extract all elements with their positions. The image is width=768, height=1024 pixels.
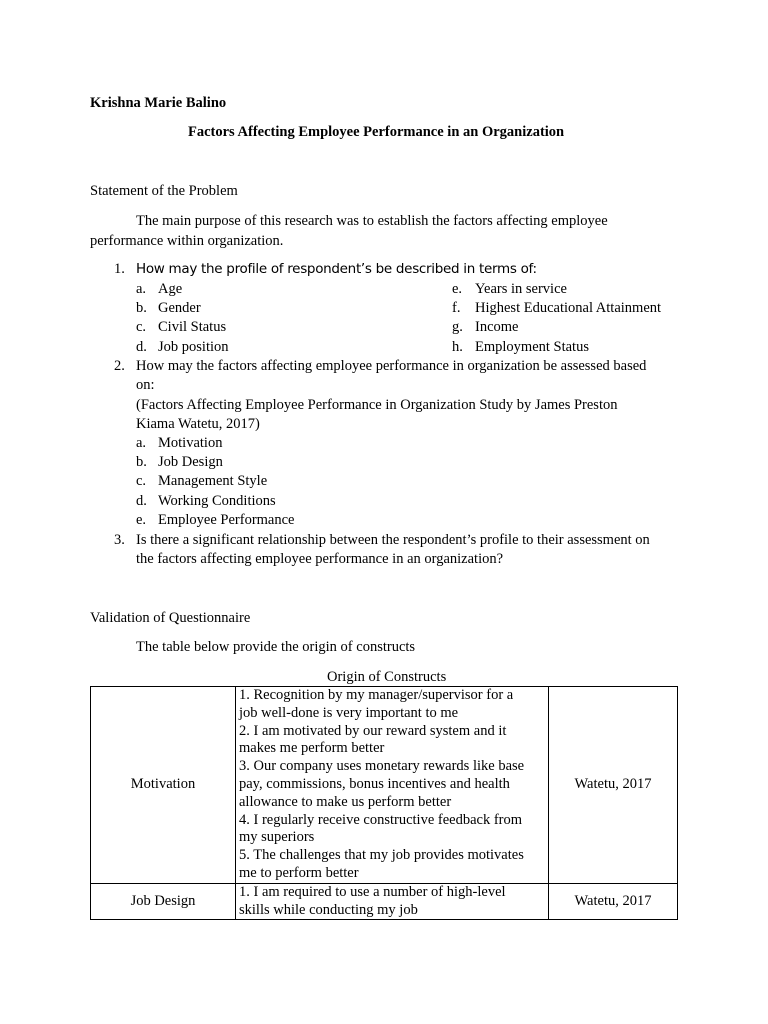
option-label: Income [475,319,519,335]
question-1-number: 1. [114,261,125,277]
option-letter: a. [136,435,147,451]
option-label: Gender [158,300,201,316]
item-line: 3. Our company uses monetary rewards like base [239,758,525,775]
option-label: Employment Status [475,339,589,355]
option-letter: c. [136,473,147,489]
item-line: allowance to make us perform better [239,793,452,810]
question-2-source-line-1: (Factors Affecting Employee Performance in Organization Study by James Preston [136,397,618,413]
option-label: Highest Educational Attainment [475,300,662,316]
problem-paragraph-line-2: performance within organization. [90,233,284,249]
table-row [91,687,678,884]
item-line: 4. I regularly receive constructive feedback from [239,811,523,828]
question-1-text: How may the profile of respondent’s be described in terms of: [136,261,537,277]
option-letter: h. [452,339,463,355]
item-line: makes me perform better [239,740,385,757]
table-caption: Origin of Constructs [327,669,447,685]
option-letter: b. [136,300,147,316]
option-letter: b. [136,454,147,470]
question-2-text-line-1: How may the factors affecting employee performance in organization be assessed based [136,358,647,374]
option-label: Age [158,281,183,297]
question-2-source-line-2: Kiama Watetu, 2017) [136,416,260,432]
option-letter: d. [136,339,147,355]
source-cell: Watetu, 2017 [549,883,678,920]
question-2-number: 2. [114,358,125,374]
option-label: Job position [158,339,229,355]
problem-paragraph-line-1: The main purpose of this research was to establish the factors affecting employee [136,213,608,229]
items-cell [236,883,549,920]
source-cell: Watetu, 2017 [549,687,678,884]
option-letter: d. [136,493,147,509]
table-row [91,883,678,920]
question-3-text-line-1: Is there a significant relationship between the respondent’s profile to their assessment on [136,532,650,548]
author-name: Krishna Marie Balino [90,95,227,111]
document-title: Factors Affecting Employee Performance in an Organization [188,124,565,140]
item-line: 1. Recognition by my manager/supervisor for a [239,687,514,703]
problem-heading: Statement of the Problem [90,183,238,199]
item-line: pay, commissions, bonus incentives and health [239,775,510,792]
item-line: skills while conducting my job [239,901,418,918]
option-letter: e. [452,281,463,297]
option-label: Employee Performance [158,512,295,528]
validation-heading: Validation of Questionnaire [90,610,251,626]
option-label: Years in service [475,281,567,297]
option-label: Civil Status [158,319,227,335]
construct-cell: Job Design [91,883,236,920]
option-label: Motivation [158,435,223,451]
option-label: Working Conditions [158,493,276,509]
option-letter: f. [452,300,461,316]
item-line: 5. The challenges that my job provides motivates [239,847,524,864]
item-line: my superiors [239,829,315,846]
origin-of-constructs-table [90,686,678,920]
item-line: job well-done is very important to me [239,704,459,721]
option-letter: a. [136,281,147,297]
option-label: Job Design [158,454,223,470]
items-cell [236,687,549,884]
validation-intro: The table below provide the origin of constructs [136,639,416,655]
item-line: 2. I am motivated by our reward system and it [239,722,507,739]
option-letter: g. [452,319,463,335]
question-3-number: 3. [114,532,125,548]
question-3-text-line-2: the factors affecting employee performance in an organization? [136,551,504,567]
construct-cell: Motivation [91,687,236,884]
item-line: 1. I am required to use a number of high-level [239,883,506,900]
option-label: Management Style [158,473,268,489]
item-line: me to perform better [239,864,359,881]
option-letter: c. [136,319,147,335]
option-letter: e. [136,512,147,528]
question-2-text-line-2: on: [136,377,155,393]
